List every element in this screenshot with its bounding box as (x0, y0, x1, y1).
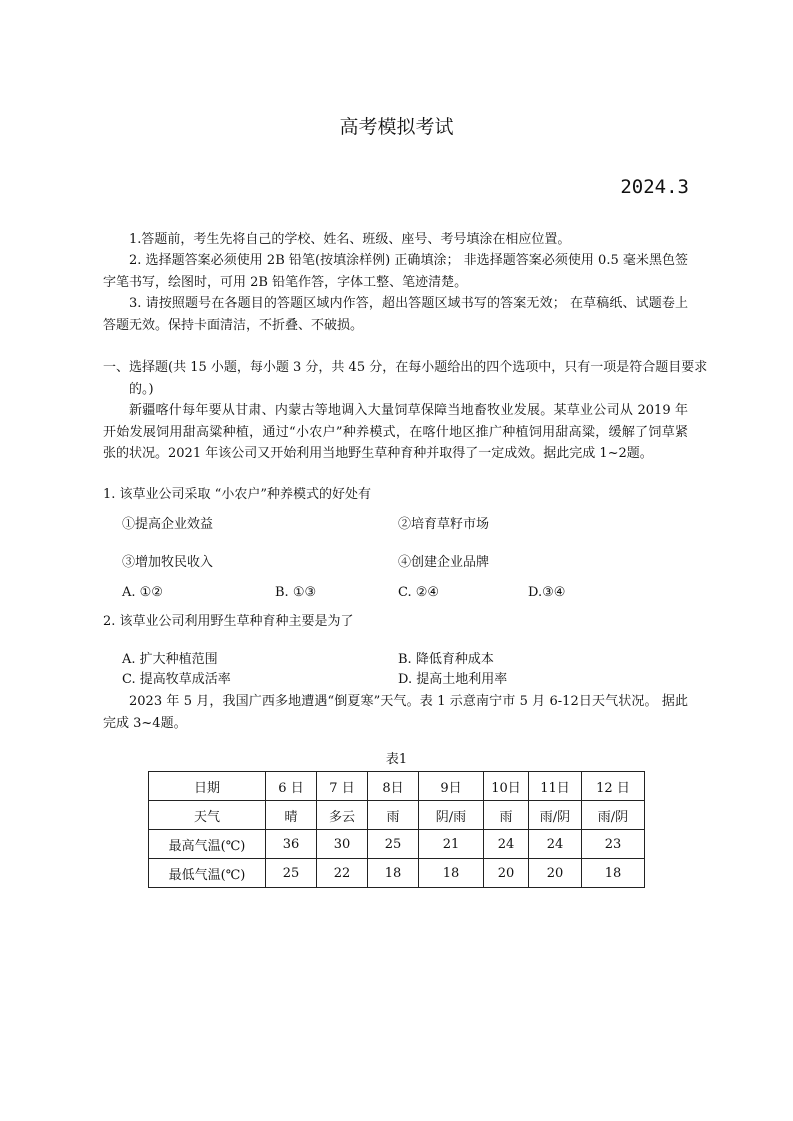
table-cell: 25 (368, 830, 419, 859)
table-cell: 24 (484, 830, 529, 859)
table-cell: 晴 (266, 801, 317, 830)
passage-1: 新疆喀什每年要从甘肃、内蒙古等地调入大量饲草保障当地畜牧业发展。某草业公司从 2019 年开始发展饲用甜高粱种植，通过“小农户”种养模式，在喀什地区推广种植饲用甜高粱，缓解了饲草紧张的状况。2021 年该公司又开始利用当地野生草种育种并取得了一定成效。据此完成 1~2题。 (103, 403, 688, 461)
table-cell: 20 (484, 859, 529, 888)
question-1-option-a: A. ①② (122, 585, 163, 600)
instruction-2: 2. 选择题答案必须使用 2B 铅笔(按填涂样例) 正确填涂； 非选择题答案必须使用 0.5 毫米黑色签字笔书写，绘图时，可用 2B 铅笔作答，字体工整、笔迹清楚。 (103, 253, 688, 290)
table-row (149, 859, 645, 888)
question-2-stem: 2. 该草业公司利用野生草种育种主要是为了 (103, 614, 354, 629)
question-1-item: ①提高企业效益 (122, 517, 214, 532)
table-cell: 21 (419, 830, 484, 859)
table-cell: 雨/阴 (529, 801, 582, 830)
table-cell: 阴/雨 (419, 801, 484, 830)
table-cell: 最高气温(℃) (149, 830, 266, 859)
table-cell: 23 (582, 830, 645, 859)
question-1-option-d: D.③④ (528, 585, 566, 600)
table-cell: 30 (317, 830, 368, 859)
question-2-option-c: C. 提高牧草成活率 (122, 672, 231, 687)
table-cell: 天气 (149, 801, 266, 830)
table-cell: 日期 (149, 772, 266, 801)
table-header-row (149, 772, 645, 801)
table-cell: 10日 (484, 772, 529, 801)
section-heading: 一、选择题(共 15 小题，每小题 3 分，共 45 分，在每小题给出的四个选项中，只有一项是符合题目要求的。) (103, 360, 708, 397)
table-cell: 22 (317, 859, 368, 888)
table-cell: 36 (266, 830, 317, 859)
question-1-stem: 1. 该草业公司采取 “小农户”种养模式的好处有 (103, 487, 371, 502)
passage-2: 2023 年 5 月，我国广西多地遭遇“倒夏寒”天气。表 1 示意南宁市 5 月 6-12日天气状况。 据此完成 3~4题。 (103, 694, 688, 731)
table-cell: 9日 (419, 772, 484, 801)
table-cell: 最低气温(℃) (149, 859, 266, 888)
table-cell: 11日 (529, 772, 582, 801)
question-1-item: ③增加牧民收入 (122, 555, 214, 570)
table-cell: 8日 (368, 772, 419, 801)
question-1-option-b: B. ①③ (275, 585, 317, 600)
table-cell: 6 日 (266, 772, 317, 801)
exam-title: 高考模拟考试 (339, 116, 454, 138)
question-1-item: ②培育草籽市场 (398, 517, 490, 532)
table-cell: 18 (368, 859, 419, 888)
question-2-option-d: D. 提高土地利用率 (398, 672, 508, 687)
instruction-1: 1.答题前，考生先将自己的学校、姓名、班级、座号、考号填涂在相应位置。 (129, 232, 571, 247)
question-2-option-b: B. 降低育种成本 (398, 652, 494, 667)
table-cell: 7 日 (317, 772, 368, 801)
table-cell: 雨 (484, 801, 529, 830)
question-2-option-a: A. 扩大种植范围 (122, 652, 218, 667)
table-row (149, 801, 645, 830)
table-cell: 18 (582, 859, 645, 888)
question-1-option-c: C. ②④ (398, 585, 440, 600)
table-cell: 20 (529, 859, 582, 888)
table-cell: 24 (529, 830, 582, 859)
table-cell: 雨/阴 (582, 801, 645, 830)
table-cell: 多云 (317, 801, 368, 830)
table-cell: 雨 (368, 801, 419, 830)
instruction-3: 3. 请按照题号在各题目的答题区域内作答，超出答题区域书写的答案无效； 在草稿纸、试题卷上答题无效。保持卡面清洁，不折叠、不破损。 (103, 296, 688, 333)
question-1-item: ④创建企业品牌 (398, 555, 490, 570)
table-row (149, 830, 645, 859)
weather-table (148, 771, 645, 888)
table-caption: 表1 (385, 752, 408, 767)
table-cell: 25 (266, 859, 317, 888)
exam-date: 2024.3 (620, 176, 689, 198)
table-cell: 18 (419, 859, 484, 888)
table-cell: 12 日 (582, 772, 645, 801)
